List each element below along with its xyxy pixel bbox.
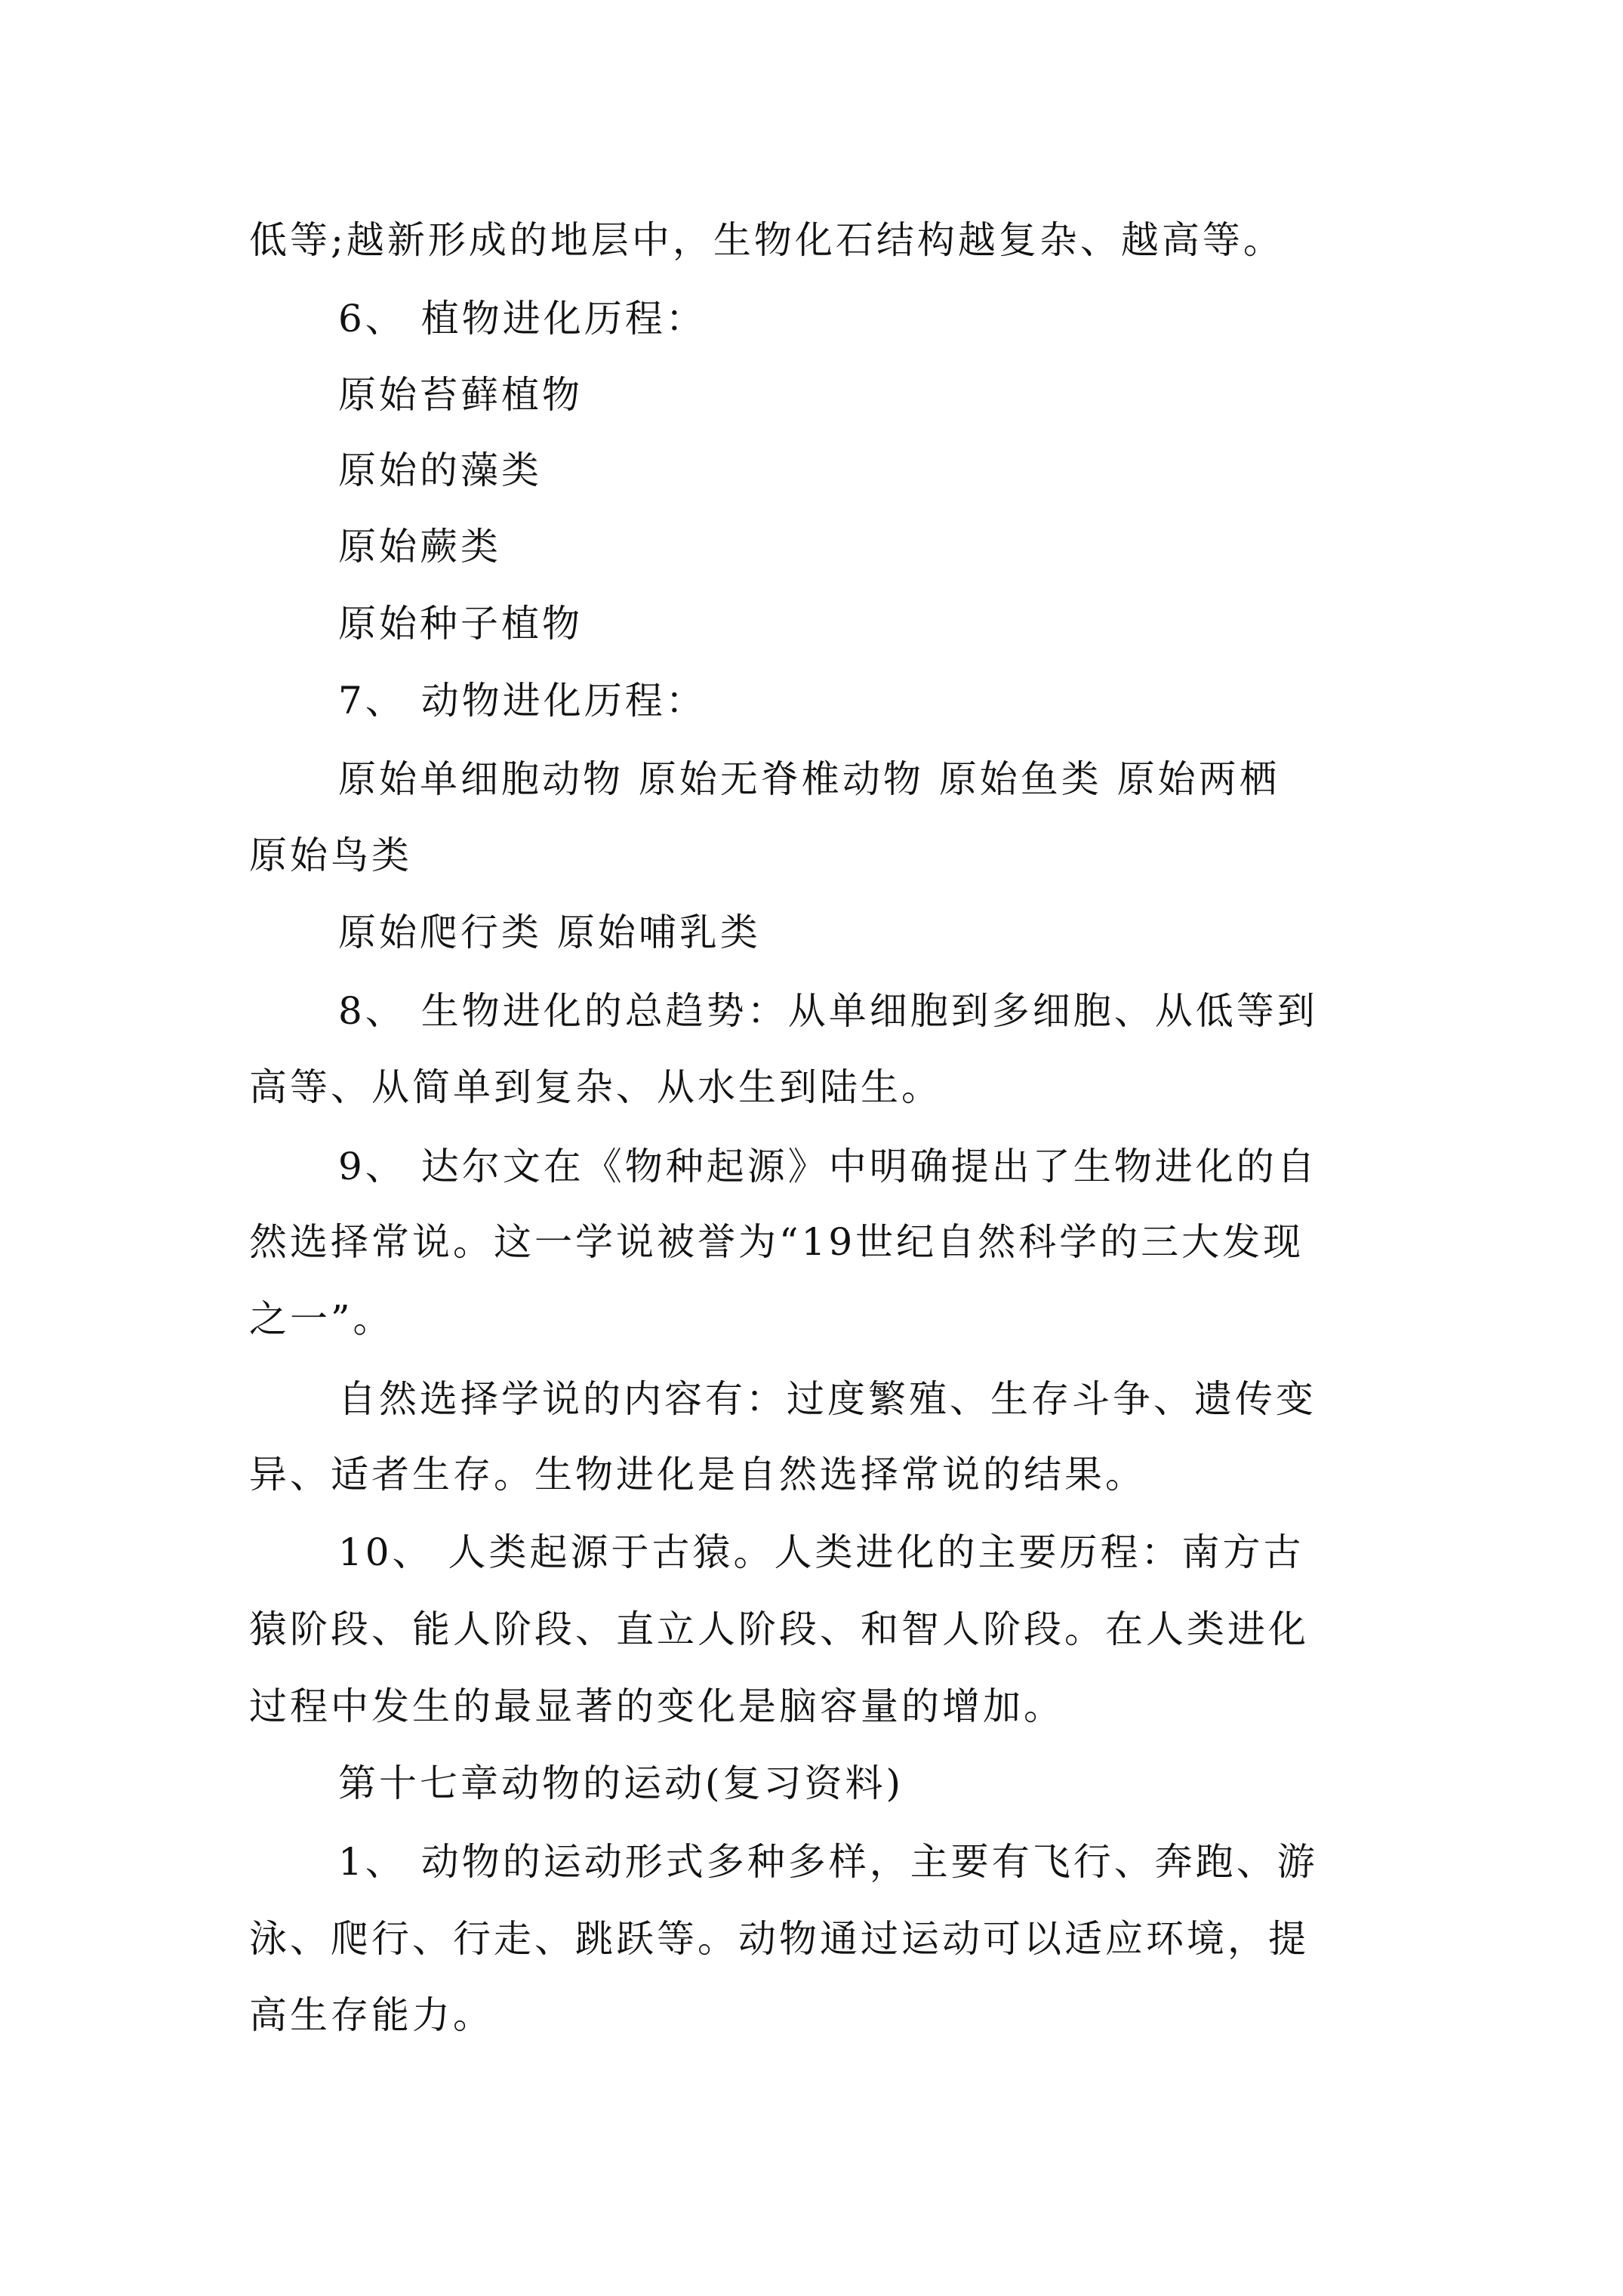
list-item: 原始的藻类 [338,448,542,492]
list-item: 原始苔藓植物 [338,373,583,417]
list-item: 原始种子植物 [338,602,583,646]
text-line: 9、 达尔文在《物种起源》中明确提出了生物进化的自 [338,1145,1318,1188]
text-line: 高生存能力。 [249,1993,494,2037]
chapter-heading: 第十七章动物的运动(复习资料) [338,1761,904,1805]
text-line: 原始单细胞动物 原始无脊椎动物 原始鱼类 原始两栖 [338,757,1280,801]
text-line: 10、 人类起源于古猿。人类进化的主要历程：南方古 [338,1530,1304,1574]
text-line: 之一”。 [249,1297,394,1341]
text-line: 1、 动物的运动形式多种多样，主要有飞行、奔跑、游 [338,1840,1318,1884]
text-line: 泳、爬行、行走、跳跃等。动物通过运动可以适应环境，提 [249,1917,1309,1961]
text-line: 过程中发生的最显著的变化是脑容量的增加。 [249,1684,1064,1728]
text-line: 8、 生物进化的总趋势：从单细胞到多细胞、从低等到 [338,989,1318,1033]
text-line: 高等、从简单到复杂、从水生到陆生。 [249,1065,942,1109]
list-item: 原始蕨类 [338,525,501,569]
text-line: 异、适者生存。生物进化是自然选择常说的结果。 [249,1453,1146,1496]
text-line: 猿阶段、能人阶段、直立人阶段、和智人阶段。在人类进化 [249,1607,1309,1651]
text-line: 原始鸟类 [249,834,412,877]
text-line: 然选择常说。这一学说被誉为“19世纪自然科学的三大发现 [249,1220,1304,1264]
text-line: 自然选择学说的内容有：过度繁殖、生存斗争、遗传变 [338,1377,1317,1421]
section-heading-animal-evolution: 7、 动物进化历程： [338,679,707,723]
section-heading-plant-evolution: 6、 植物进化历程： [338,297,707,341]
text-line: 原始爬行类 原始哺乳类 [338,911,761,954]
text-line: 低等;越新形成的地层中，生物化石结构越复杂、越高等。 [249,218,1284,262]
